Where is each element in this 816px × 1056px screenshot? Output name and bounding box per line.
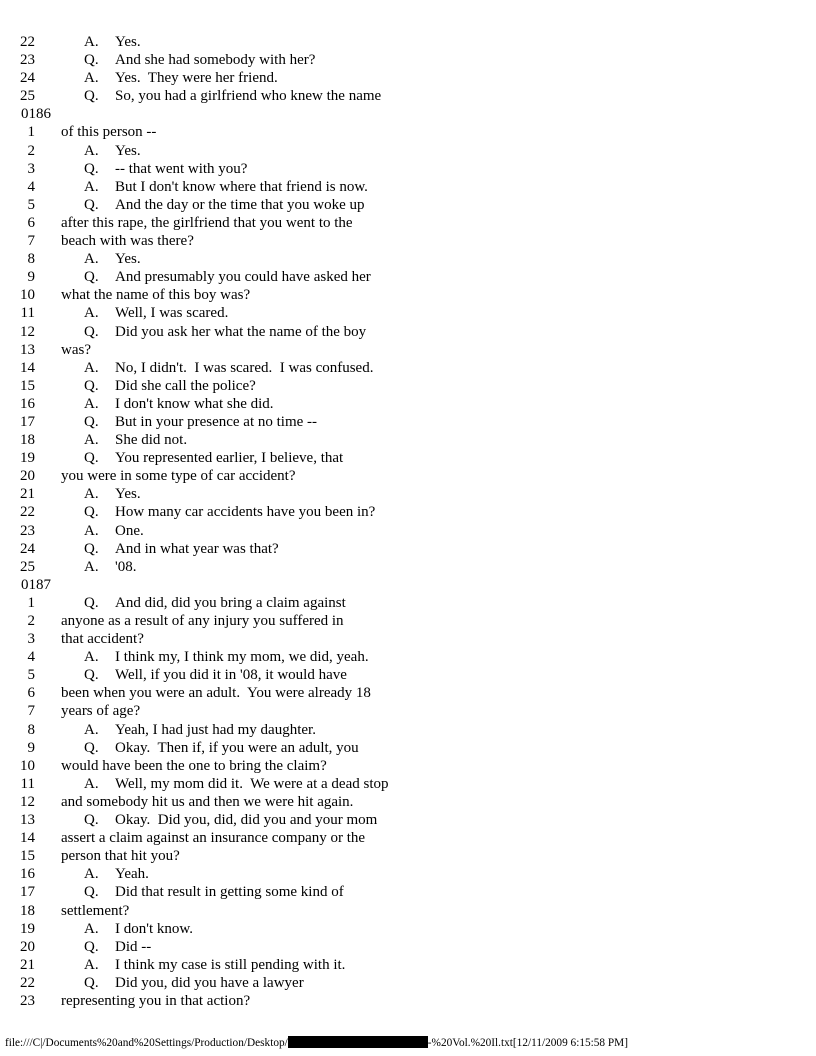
- transcript-line: [0, 847, 816, 865]
- line-text: And in what year was that?: [115, 540, 279, 557]
- line-number: 22: [20, 504, 35, 521]
- line-number: 17: [20, 413, 35, 430]
- transcript-line: [0, 702, 816, 720]
- qa-marker: A.: [84, 775, 99, 792]
- qa-marker: A.: [84, 721, 99, 738]
- line-text: Okay. Then if, if you were an adult, you: [115, 739, 359, 756]
- transcript-line: [0, 286, 816, 304]
- line-text: She did not.: [115, 432, 188, 449]
- line-number: 23: [20, 522, 35, 539]
- line-number: 11: [20, 305, 35, 322]
- line-number: 21: [20, 956, 35, 973]
- transcript-line: [0, 558, 816, 576]
- line-text: been when you were an adult. You were already 18: [61, 685, 371, 702]
- qa-marker: Q.: [84, 196, 99, 213]
- qa-marker: A.: [84, 395, 99, 412]
- transcript-line: [0, 648, 816, 666]
- line-text: I don't know.: [115, 920, 193, 937]
- line-text: Yeah.: [115, 866, 149, 883]
- qa-marker: Q.: [84, 413, 99, 430]
- line-text: So, you had a girlfriend who knew the name: [115, 88, 382, 105]
- line-text: you were in some type of car accident?: [61, 468, 296, 485]
- line-number: 5: [27, 667, 35, 684]
- line-number: 19: [20, 450, 35, 467]
- line-number: 11: [20, 775, 35, 792]
- qa-marker: Q.: [84, 160, 99, 177]
- transcript-line: [0, 160, 816, 178]
- line-number: 10: [20, 287, 35, 304]
- line-text: And she had somebody with her?: [115, 52, 316, 69]
- transcript-line: [0, 612, 816, 630]
- line-text: I don't know what she did.: [115, 395, 274, 412]
- line-number: 14: [20, 359, 35, 376]
- line-number: 23: [20, 992, 35, 1009]
- line-number: 12: [20, 323, 35, 340]
- footer-file-path: [5, 1036, 628, 1050]
- transcript-line: [0, 503, 816, 521]
- line-number: 18: [20, 432, 35, 449]
- transcript-line: [0, 757, 816, 775]
- line-text: Yes.: [115, 34, 141, 50]
- line-number: 3: [27, 631, 35, 648]
- qa-marker: A.: [84, 178, 99, 195]
- transcript-line: [0, 123, 816, 141]
- line-number: 24: [20, 70, 35, 87]
- qa-marker: A.: [84, 866, 99, 883]
- line-text: Yes.: [115, 142, 141, 159]
- transcript-line: [0, 630, 816, 648]
- line-text: would have been the one to bring the claim?: [61, 757, 327, 774]
- transcript-line: [0, 775, 816, 793]
- transcript-line: [0, 684, 816, 702]
- line-number: 9: [27, 739, 35, 756]
- transcript-line: [0, 268, 816, 286]
- transcript-line: [0, 196, 816, 214]
- line-text: years of age?: [61, 703, 141, 720]
- line-text: anyone as a result of any injury you suffered in: [61, 613, 344, 629]
- line-text: I think my, I think my mom, we did, yeah.: [115, 649, 369, 666]
- transcript-line: [0, 992, 816, 1010]
- qa-marker: Q.: [84, 812, 99, 829]
- line-number: 4: [27, 178, 35, 195]
- line-number: 1: [27, 124, 35, 141]
- qa-marker: A.: [84, 251, 99, 268]
- qa-marker: Q.: [84, 594, 99, 611]
- line-text: You represented earlier, I believe, that: [115, 450, 344, 467]
- line-number: 22: [20, 34, 35, 50]
- transcript-line: [0, 540, 816, 558]
- line-text: Well, if you did it in '08, it would have: [115, 667, 347, 684]
- qa-marker: A.: [84, 486, 99, 503]
- line-number: 23: [20, 52, 35, 69]
- line-text: Well, my mom did it. We were at a dead stop: [115, 775, 389, 792]
- line-text: that accident?: [61, 631, 144, 648]
- line-number: 12: [20, 793, 35, 810]
- line-number: 14: [20, 830, 35, 847]
- line-text: And the day or the time that you woke up: [115, 196, 365, 213]
- line-number: 16: [20, 866, 35, 883]
- page-number: 0186: [21, 106, 51, 123]
- line-number: 7: [27, 703, 35, 720]
- transcript-line: [0, 413, 816, 431]
- line-number: 1: [27, 594, 35, 611]
- line-number: 20: [20, 938, 35, 955]
- line-number: 15: [20, 848, 35, 865]
- transcript-line: [0, 938, 816, 956]
- line-text: Did that result in getting some kind of: [115, 884, 344, 901]
- line-number: 15: [20, 377, 35, 394]
- transcript-line: [0, 883, 816, 901]
- line-text: Well, I was scared.: [115, 305, 229, 322]
- line-text: of this person --: [61, 124, 157, 141]
- qa-marker: A.: [84, 522, 99, 539]
- line-number: 9: [27, 269, 35, 286]
- page-number: 0187: [21, 576, 51, 593]
- line-number: 8: [27, 251, 35, 268]
- qa-marker: Q.: [84, 377, 99, 394]
- qa-marker: A.: [84, 956, 99, 973]
- line-text: -- that went with you?: [115, 160, 248, 177]
- line-number: 6: [27, 685, 35, 702]
- transcript-line: [0, 250, 816, 268]
- transcript-line: [0, 485, 816, 503]
- line-number: 20: [20, 468, 35, 485]
- transcript-line: [0, 793, 816, 811]
- line-number: 18: [20, 902, 35, 919]
- line-text: Yeah, I had just had my daughter.: [115, 721, 316, 738]
- line-number: 13: [20, 341, 35, 358]
- transcript-line: [0, 865, 816, 883]
- transcript-line: [0, 449, 816, 467]
- transcript-line: [0, 974, 816, 992]
- qa-marker: Q.: [84, 884, 99, 901]
- line-text: Did you, did you have a lawyer: [115, 974, 304, 991]
- line-number: 7: [27, 233, 35, 250]
- qa-marker: A.: [84, 432, 99, 449]
- line-text: Did --: [115, 938, 152, 955]
- qa-marker: A.: [84, 649, 99, 666]
- qa-marker: A.: [84, 920, 99, 937]
- qa-marker: Q.: [84, 450, 99, 467]
- line-text: Yes.: [115, 251, 141, 268]
- qa-marker: Q.: [84, 739, 99, 756]
- transcript-line: [0, 594, 816, 612]
- line-text: person that hit you?: [61, 848, 180, 865]
- line-number: 17: [20, 884, 35, 901]
- line-text: settlement?: [61, 902, 130, 919]
- line-text: what the name of this boy was?: [61, 287, 251, 304]
- qa-marker: A.: [84, 70, 99, 87]
- page-number-line: [0, 105, 816, 123]
- line-number: 6: [27, 214, 35, 231]
- line-number: 25: [20, 558, 35, 575]
- transcript-line: [0, 902, 816, 920]
- qa-marker: Q.: [84, 52, 99, 69]
- transcript-line: [0, 178, 816, 196]
- qa-marker: Q.: [84, 667, 99, 684]
- line-text: was?: [61, 341, 91, 358]
- line-number: 2: [27, 142, 35, 159]
- qa-marker: Q.: [84, 540, 99, 557]
- line-text: assert a claim against an insurance company or the: [61, 830, 366, 847]
- line-text: Okay. Did you, did, did you and your mom: [115, 812, 378, 829]
- transcript-line: [0, 721, 816, 739]
- line-text: representing you in that action?: [61, 992, 251, 1009]
- footer-path-suffix: -%20Vol.%20Il.txt[12/11/2009 6:15:58 PM]: [427, 1037, 628, 1049]
- qa-marker: A.: [84, 305, 99, 322]
- transcript-line: [0, 829, 816, 847]
- line-text: Did you ask her what the name of the boy: [115, 323, 367, 340]
- qa-marker: Q.: [84, 323, 99, 340]
- line-number: 5: [27, 196, 35, 213]
- line-number: 21: [20, 486, 35, 503]
- transcript-line: [0, 431, 816, 449]
- line-number: 24: [20, 540, 35, 557]
- line-text: Yes.: [115, 486, 141, 503]
- qa-marker: Q.: [84, 88, 99, 105]
- transcript-line: [0, 51, 816, 69]
- transcript-line: [0, 232, 816, 250]
- qa-marker: A.: [84, 558, 99, 575]
- transcript-line: [0, 377, 816, 395]
- qa-marker: Q.: [84, 974, 99, 991]
- transcript-line: [0, 304, 816, 322]
- transcript-line: [0, 87, 816, 105]
- line-text: and somebody hit us and then we were hit again.: [61, 793, 354, 810]
- line-number: 2: [27, 613, 35, 629]
- line-text: But in your presence at no time --: [115, 413, 318, 430]
- line-text: Did she call the police?: [115, 377, 256, 394]
- line-text: One.: [115, 522, 144, 539]
- transcript-line: [0, 811, 816, 829]
- transcript-line: [0, 467, 816, 485]
- line-text: And presumably you could have asked her: [115, 269, 371, 286]
- line-number: 19: [20, 920, 35, 937]
- footer-path-prefix: file:///C|/Documents%20and%20Settings/Production/Desktop/: [5, 1037, 288, 1049]
- line-number: 10: [20, 757, 35, 774]
- transcript-line: [0, 920, 816, 938]
- qa-marker: Q.: [84, 269, 99, 286]
- line-number: 16: [20, 395, 35, 412]
- transcript-line: [0, 323, 816, 341]
- line-text: Yes. They were her friend.: [115, 70, 278, 87]
- qa-marker: A.: [84, 359, 99, 376]
- line-text: beach with was there?: [61, 233, 194, 250]
- line-text: I think my case is still pending with it.: [115, 956, 346, 973]
- line-number: 3: [27, 160, 35, 177]
- line-number: 8: [27, 721, 35, 738]
- redaction-bar: [288, 1036, 428, 1048]
- transcript-line: [0, 739, 816, 757]
- transcript-line: [0, 956, 816, 974]
- transcript-line: [0, 33, 816, 51]
- line-text: But I don't know where that friend is now.: [115, 178, 368, 195]
- line-text: How many car accidents have you been in?: [115, 504, 376, 521]
- transcript-line: [0, 341, 816, 359]
- line-number: 13: [20, 812, 35, 829]
- line-number: 4: [27, 649, 35, 666]
- transcript-line: [0, 69, 816, 87]
- line-text: after this rape, the girlfriend that you went to the: [61, 214, 353, 231]
- line-text: No, I didn't. I was scared. I was confused.: [115, 359, 374, 376]
- qa-marker: Q.: [84, 504, 99, 521]
- line-text: '08.: [115, 558, 137, 575]
- line-number: 22: [20, 974, 35, 991]
- qa-marker: A.: [84, 142, 99, 159]
- transcript-line: [0, 395, 816, 413]
- qa-marker: A.: [84, 34, 99, 50]
- line-number: 25: [20, 88, 35, 105]
- transcript-line: [0, 666, 816, 684]
- qa-marker: Q.: [84, 938, 99, 955]
- transcript-line: [0, 214, 816, 232]
- transcript-line: [0, 522, 816, 540]
- line-text: And did, did you bring a claim against: [115, 594, 346, 611]
- transcript-line: [0, 359, 816, 377]
- transcript-line: [0, 142, 816, 160]
- page-number-line: [0, 576, 816, 594]
